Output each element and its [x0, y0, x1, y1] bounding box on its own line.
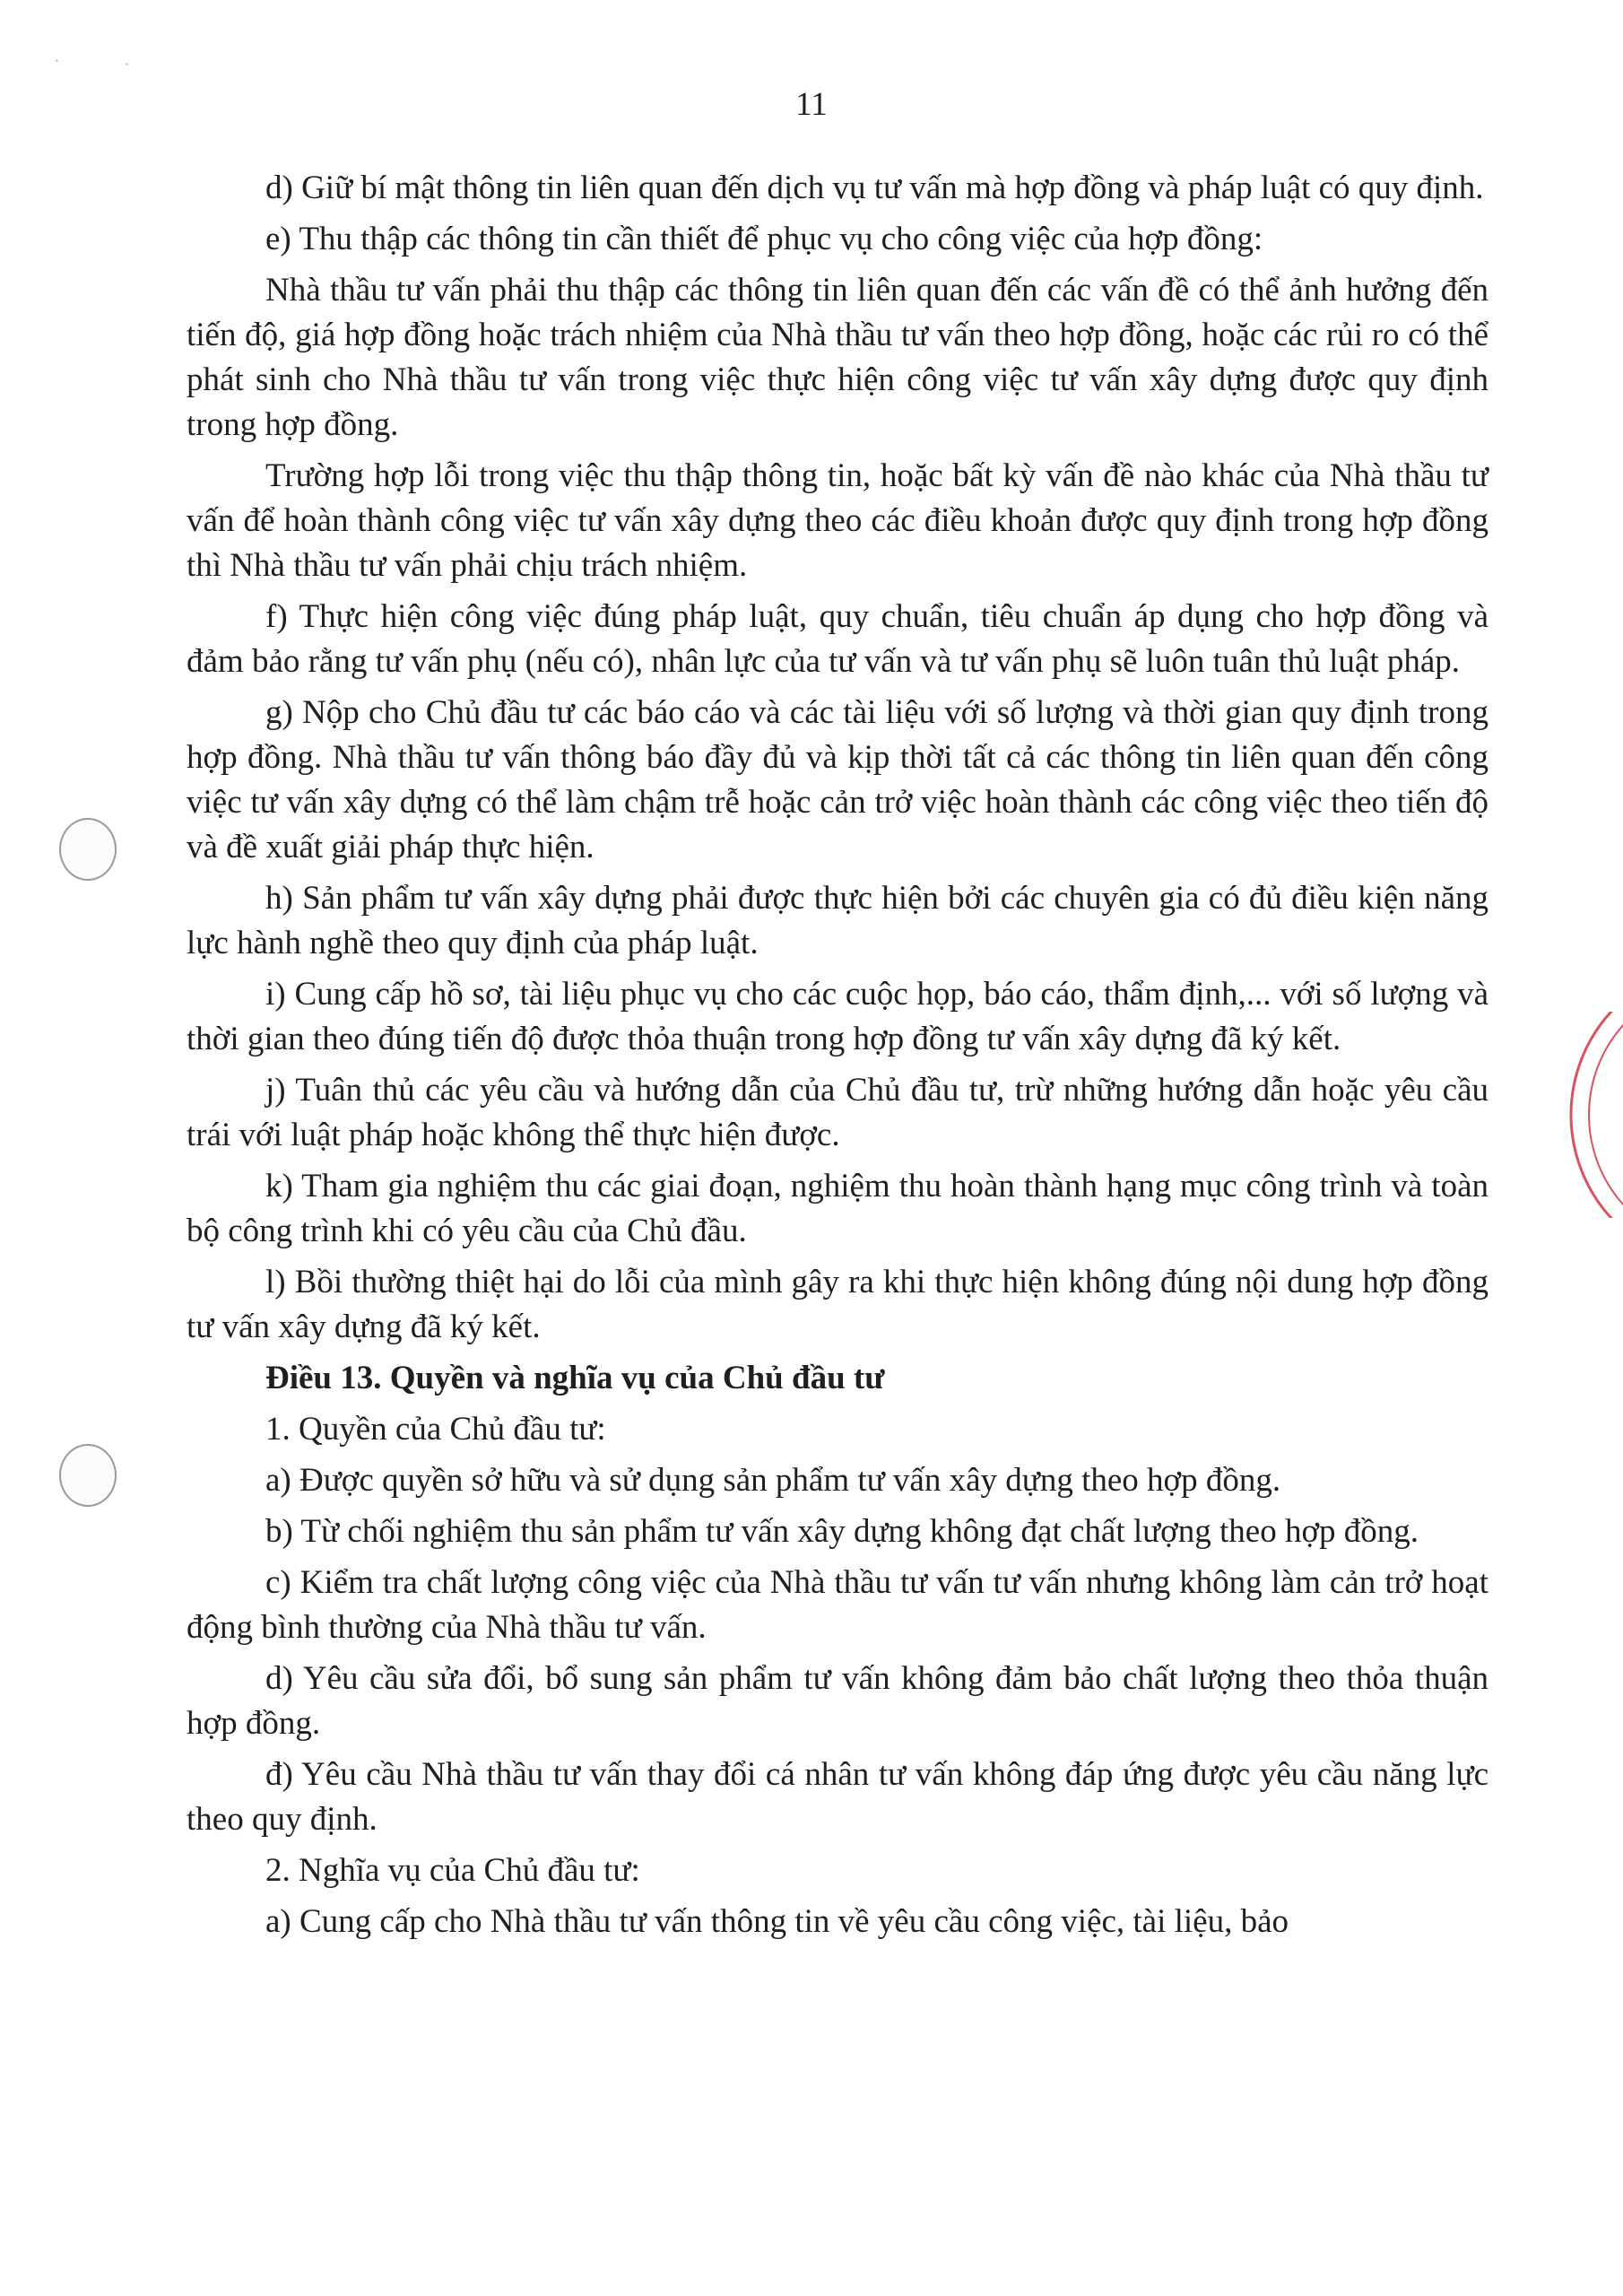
paragraph: j) Tuân thủ các yêu cầu và hướng dẫn của Chủ đầu tư, trừ những hướng dẫn hoặc yêu cầu trái với luật pháp hoặc không thể thực hiện được.	[187, 1072, 1488, 1153]
scan-speck	[126, 63, 128, 65]
paragraph: f) Thực hiện công việc đúng pháp luật, quy chuẩn, tiêu chuẩn áp dụng cho hợp đồng và đảm bảo rằng tư vấn phụ (nếu có), nhân lực của tư vấn và tư vấn phụ sẽ luôn tuân thủ luật pháp.	[187, 598, 1488, 680]
paragraph: b) Từ chối nghiệm thu sản phẩm tư vấn xây dựng không đạt chất lượng theo hợp đồng.	[265, 1513, 1419, 1550]
paragraph: Trường hợp lỗi trong việc thu thập thông tin, hoặc bất kỳ vấn đề nào khác của Nhà thầu tư vấn để hoàn thành công việc tư vấn xây dựng theo các điều khoản được quy định trong hợp đồng thì Nhà thầu tư vấn phải chịu trách nhiệm.	[187, 457, 1488, 584]
paragraph: 1. Quyền của Chủ đầu tư:	[265, 1411, 606, 1448]
paragraph: e) Thu thập các thông tin cần thiết để phục vụ cho công việc của hợp đồng:	[265, 221, 1263, 257]
document-body	[187, 166, 1488, 1951]
section-heading: Điều 13. Quyền và nghĩa vụ của Chủ đầu tư	[265, 1360, 885, 1396]
page-number: 11	[795, 86, 828, 123]
paragraph: g) Nộp cho Chủ đầu tư các báo cáo và các tài liệu với số lượng và thời gian quy định trong hợp đồng. Nhà thầu tư vấn thông báo đầy đủ và kịp thời tất cả các thông tin liên quan đến công việc tư vấn xây dựng có thể làm chậm trễ hoặc cản trở việc hoàn thành các công việc theo tiến độ và đề xuất giải pháp thực hiện.	[187, 694, 1488, 865]
punch-hole	[59, 1444, 117, 1507]
paragraph: i) Cung cấp hồ sơ, tài liệu phục vụ cho các cuộc họp, báo cáo, thẩm định,... với số lượng và thời gian theo đúng tiến độ được thỏa thuận trong hợp đồng tư vấn xây dựng đã ký kết.	[187, 976, 1488, 1057]
paragraph: l) Bồi thường thiệt hại do lỗi của mình gây ra khi thực hiện không đúng nội dung hợp đồng tư vấn xây dựng đã ký kết.	[187, 1264, 1488, 1345]
paragraph: h) Sản phẩm tư vấn xây dựng phải được thực hiện bởi các chuyên gia có đủ điều kiện năng lực hành nghề theo quy định của pháp luật.	[187, 880, 1488, 961]
paragraph: d) Yêu cầu sửa đổi, bổ sung sản phẩm tư vấn không đảm bảo chất lượng theo thỏa thuận hợp đồng.	[187, 1660, 1488, 1742]
official-seal-fragment	[1562, 1012, 1623, 1218]
paragraph: Nhà thầu tư vấn phải thu thập các thông tin liên quan đến các vấn đề có thể ảnh hưởng đến tiến độ, giá hợp đồng hoặc trách nhiệm của Nhà thầu tư vấn theo hợp đồng, hoặc các rủi ro có thể phát sinh cho Nhà thầu tư vấn trong việc thực hiện công việc tư vấn xây dựng được quy định trong hợp đồng.	[187, 272, 1488, 443]
paragraph: c) Kiểm tra chất lượng công việc của Nhà thầu tư vấn tư vấn nhưng không làm cản trở hoạt động bình thường của Nhà thầu tư vấn.	[187, 1564, 1488, 1646]
scan-speck	[56, 59, 58, 62]
paragraph: k) Tham gia nghiệm thu các giai đoạn, nghiệm thu hoàn thành hạng mục công trình và toàn bộ công trình khi có yêu cầu của Chủ đầu.	[187, 1168, 1488, 1249]
paragraph: d) Giữ bí mật thông tin liên quan đến dịch vụ tư vấn mà hợp đồng và pháp luật có quy định.	[265, 170, 1484, 206]
paragraph: đ) Yêu cầu Nhà thầu tư vấn thay đổi cá nhân tư vấn không đáp ứng được yêu cầu năng lực theo quy định.	[187, 1756, 1488, 1838]
paragraph: a) Cung cấp cho Nhà thầu tư vấn thông tin về yêu cầu công việc, tài liệu, bảo	[265, 1903, 1289, 1940]
paragraph: a) Được quyền sở hữu và sử dụng sản phẩm tư vấn xây dựng theo hợp đồng.	[265, 1462, 1281, 1499]
punch-hole	[59, 818, 117, 881]
paragraph: 2. Nghĩa vụ của Chủ đầu tư:	[265, 1852, 640, 1889]
